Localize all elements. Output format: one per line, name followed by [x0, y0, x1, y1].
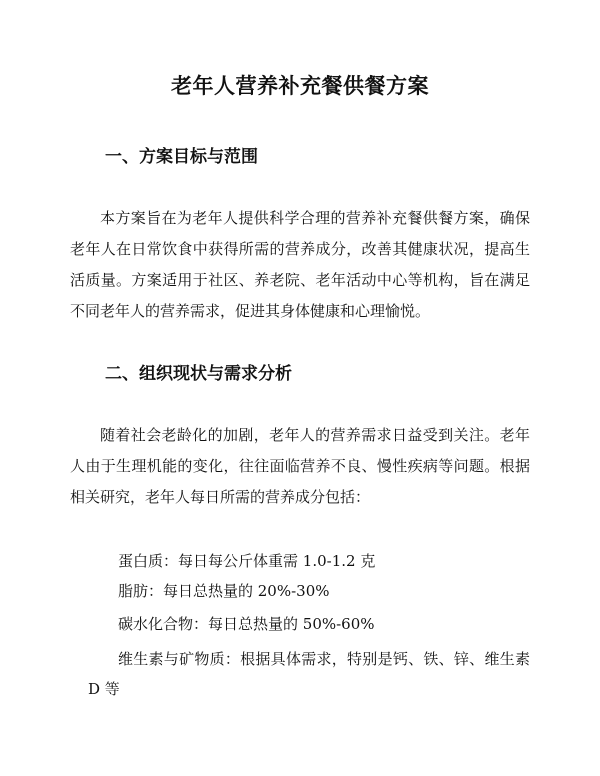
section-paragraph-goals: 本方案旨在为老年人提供科学合理的营养补充餐供餐方案，确保老年人在日常饮食中获得所需的营养成分，改善其健康状况，提高生活质量。方案适用于社区、养老院、老年活动中心等机构，旨在满足不同老年人的营养需求，促进其身体健康和心理愉悦。 — [70, 209, 530, 320]
section-heading-analysis: 二、组织现状与需求分析 — [105, 364, 292, 384]
section-paragraph-analysis: 随着社会老龄化的加剧，老年人的营养需求日益受到关注。老年人由于生理机能的变化，往往面临营养不良、慢性疾病等问题。根据相关研究，老年人每日所需的营养成分包括： — [70, 426, 530, 506]
nutrient-item-vitamins-minerals: 维生素与矿物质：根据具体需求，特别是钙、铁、锌、维生素 D 等 — [88, 650, 530, 698]
nutrient-item-carbohydrate: 碳水化合物：每日总热量的 50%-60% — [118, 615, 375, 633]
document-title: 老年人营养补充餐供餐方案 — [171, 74, 429, 98]
nutrient-item-fat: 脂肪：每日总热量的 20%-30% — [118, 582, 330, 600]
nutrient-item-protein: 蛋白质：每日每公斤体重需 1.0-1.2 克 — [118, 552, 376, 570]
section-heading-goals: 一、方案目标与范围 — [105, 147, 258, 167]
